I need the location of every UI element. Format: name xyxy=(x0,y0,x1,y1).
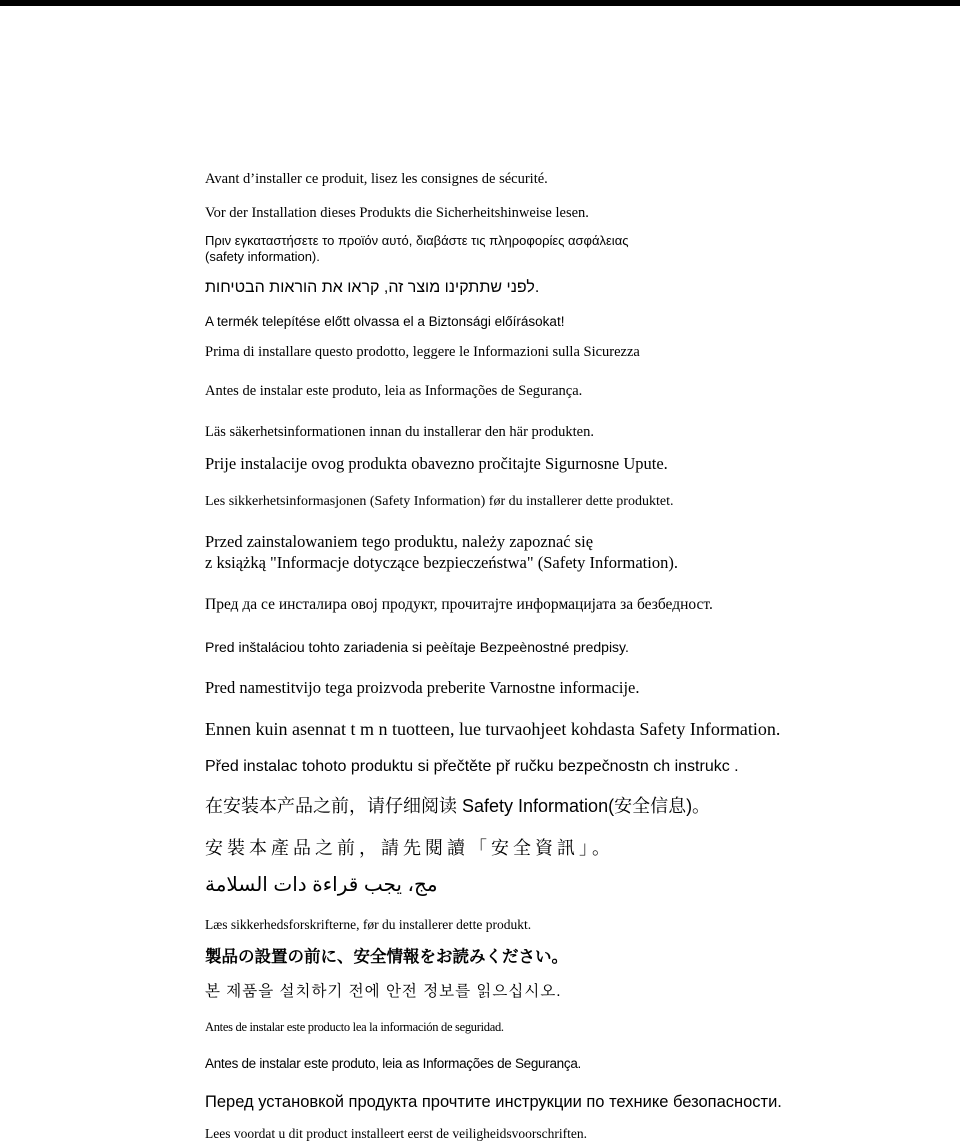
notice-spanish: Antes de instalar este producto lea la información de seguridad. xyxy=(205,1020,504,1034)
notice-japanese: 製品の設置の前に、安全情報をお読みください。 xyxy=(205,948,568,966)
notice-portuguese: Antes de instalar este produto, leia as Informações de Segurança. xyxy=(205,1056,581,1071)
notice-polish-line2: z książką "Informacje dotyczące bezpieczeństwa" (Safety Information). xyxy=(205,553,678,572)
notice-finnish: Ennen kuin asennat t m n tuotteen, lue turvaohjeet kohdasta Safety Information. xyxy=(205,719,781,739)
notice-chinese-traditional: 安裝本產品之前，請先閱讀「安全資訊」。 xyxy=(205,838,614,858)
notice-danish: Læs sikkerhedsforskrifterne, før du installerer dette produkt. xyxy=(205,917,532,932)
notice-norwegian: Les sikkerhetsinformasjonen (Safety Information) før du installerer dette produktet. xyxy=(205,494,674,509)
notice-swedish: Läs säkerhetsinformationen innan du installerar den här produkten. xyxy=(205,424,594,440)
notice-portuguese-brazil: Antes de instalar este produto, leia as Informações de Segurança. xyxy=(205,383,583,399)
notice-czech: Před instalac tohoto produktu si přečtěte př ručku bezpečnostn ch instrukc . xyxy=(205,758,739,775)
top-border xyxy=(0,0,960,6)
notice-arabic: مج، يجب قراءة دات السلامة xyxy=(205,874,438,896)
notice-croatian: Prije instalacije ovog produkta obavezno pročitajte Sigurnosne Upute. xyxy=(205,454,668,473)
notice-russian: Перед установкой продукта прочтите инструкции по технике безопасности. xyxy=(205,1093,782,1111)
notice-korean: 본 제품을 설치하기 전에 안전 정보를 읽으십시오. xyxy=(205,983,562,1000)
notice-french: Avant d’installer ce produit, lisez les consignes de sécurité. xyxy=(205,171,548,187)
notice-chinese-simplified: 在安装本产品之前，请仔细阅读 Safety Information(安全信息)。 xyxy=(205,796,711,816)
notice-dutch: Lees voordat u dit product installeert eerst de veiligheidsvoorschriften. xyxy=(205,1126,588,1141)
notice-macedonian: Пред да се инсталира овој продукт, прочитајте информацијата за безбедност. xyxy=(205,596,713,613)
notice-german: Vor der Installation dieses Produkts die Sicherheitshinweise lesen. xyxy=(205,205,589,221)
notice-italian: Prima di installare questo prodotto, leggere le Informazioni sulla Sicurezza xyxy=(205,344,640,360)
notice-slovak: Pred inštaláciou tohto zariadenia si peèítaje Bezpeènostné predpisy. xyxy=(205,639,629,655)
notice-hebrew: לפני שתתקינו מוצר זה, קראו את הוראות הבטיחות. xyxy=(205,279,540,296)
notice-greek-line2: (safety information). xyxy=(205,249,320,264)
notice-polish-line1: Przed zainstalowaniem tego produktu, należy zapoznać się xyxy=(205,532,594,551)
notice-greek-line1: Πριν εγκαταστήσετε το προϊόν αυτό, διαβάστε τις πληροφορίες ασφάλειας xyxy=(205,233,629,248)
notice-slovenian: Pred namestitvijo tega proizvoda preberite Varnostne informacije. xyxy=(205,678,640,697)
notice-hungarian: A termék telepítése előtt olvassa el a Biztonsági előírásokat! xyxy=(205,314,565,329)
